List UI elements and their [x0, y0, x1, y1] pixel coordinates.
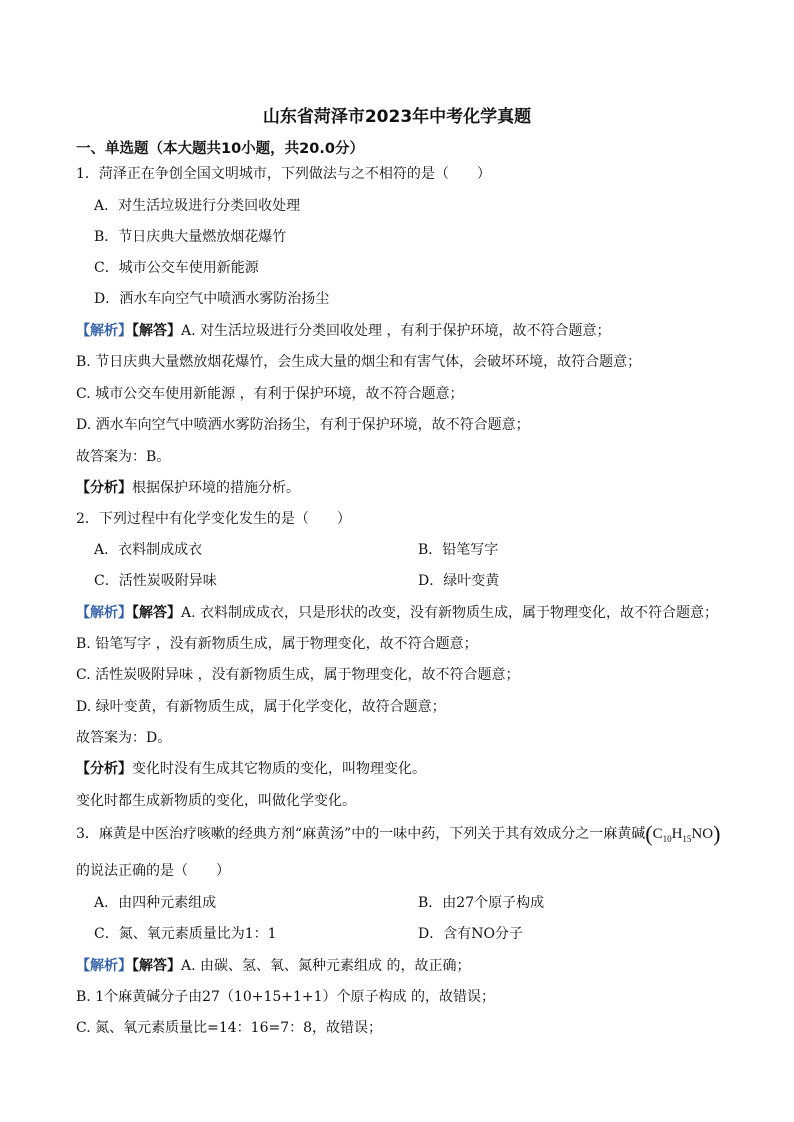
q3-option-b: B．由27个原子构成	[418, 895, 545, 911]
q3-formula: $(C_{10}H_{15}NO)$	[645, 821, 721, 846]
q2-option-b: B．铅笔写字	[418, 542, 499, 558]
q2-answer-b: B. 铅笔写字 ，没有新物质生成，属于物理变化，故不符合题意；	[76, 636, 478, 652]
formula-h: H	[671, 826, 683, 842]
section-heading: 一、单选题（本大题共10小题，共20.0分）	[76, 141, 364, 157]
q1-analysis	[76, 478, 300, 498]
formula-h-sub: 15	[682, 834, 692, 844]
q1-tag-fenxi: 【分析】	[76, 480, 132, 496]
q3-tag-jieda: 【解答】	[132, 958, 181, 974]
q2-tag-fenxi: 【分析】	[76, 761, 132, 777]
formula-rest: NO	[691, 826, 714, 842]
q1-answer-d: D. 洒水车向空气中喷洒水雾防治扬尘，有利于保护环境，故不符合题意；	[76, 417, 530, 433]
q2-option-a: A．衣料制成成衣	[94, 542, 203, 558]
q1-answer-line-1	[76, 321, 610, 341]
q2-final-answer: 故答案为：D。	[76, 730, 172, 746]
q3-option-c: C．氮、氧元素质量比为1：1	[94, 926, 277, 942]
q3-option-a: A．由四种元素组成	[94, 895, 217, 911]
q2-option-d: D．绿叶变黄	[418, 573, 500, 589]
q3-answer-line-1	[76, 956, 470, 976]
q1-answer-a: A. 对生活垃圾进行分类回收处理 ，有利于保护环境，故不符合题意；	[181, 323, 611, 339]
q2-answer-d: D. 绿叶变黄，有新物质生成，属于化学变化，故符合题意；	[76, 699, 446, 715]
q1-answer-c: C. 城市公交车使用新能源 ，有利于保护环境，故不符合题意；	[76, 386, 464, 402]
q1-tag-jieda: 【解答】	[132, 323, 181, 339]
q3-stem-part1: 3．麻黄是中医治疗咳嗽的经典方剂“麻黄汤”中的一味中药，下列关于其有效成分之一麻黄碱	[76, 826, 646, 842]
q1-stem: 1．菏泽正在争创全国文明城市，下列做法与之不相符的是（ ）	[76, 166, 491, 182]
q1-option-c: C．城市公交车使用新能源	[94, 260, 259, 276]
q2-analysis-text-1: 变化时没有生成其它物质的变化，叫物理变化。	[132, 761, 426, 777]
q2-tag-jieda: 【解答】	[132, 605, 181, 621]
q1-option-a: A．对生活垃圾进行分类回收处理	[94, 198, 301, 214]
q2-analysis	[76, 759, 426, 779]
formula-c-sub: 10	[662, 834, 672, 844]
q2-answer-c: C. 活性炭吸附异味 ，没有新物质生成，属于物理变化，故不符合题意；	[76, 667, 520, 683]
page-title: 山东省菏泽市2023年中考化学真题	[262, 107, 532, 127]
q2-analysis-text-2: 变化时都生成新物质的变化，叫做化学变化。	[76, 793, 356, 809]
q1-answer-b: B. 节日庆典大量燃放烟花爆竹，会生成大量的烟尘和有害气体，会破坏环境，故符合题意；	[76, 354, 642, 370]
q3-answer-b: B. 1个麻黄碱分子由27（10+15+1+1）个原子构成 的，故错误；	[76, 989, 495, 1005]
q1-analysis-text: 根据保护环境的措施分析。	[132, 480, 300, 496]
formula-c: C	[652, 826, 663, 842]
q1-tag-jiexi: 【解析】	[76, 323, 132, 339]
q2-tag-jiexi: 【解析】	[76, 605, 132, 621]
q3-tag-jiexi: 【解析】	[76, 958, 132, 974]
q1-option-d: D．洒水车向空气中喷洒水雾防治扬尘	[94, 291, 330, 307]
q3-stem-part2: 的说法正确的是（ ）	[76, 863, 230, 879]
q3-answer-a: A. 由碳、氢、氧、氮种元素组成 的，故正确；	[181, 958, 471, 974]
q3-option-d: D．含有NO分子	[418, 926, 523, 942]
q2-answer-a: A. 衣料制成成衣，只是形状的改变，没有新物质生成，属于物理变化，故不符合题意；	[181, 605, 719, 621]
q3-answer-c: C. 氮、氧元素质量比=14：16=7：8，故错误；	[76, 1020, 383, 1036]
q3-stem-line-1	[76, 821, 721, 849]
q2-stem: 2．下列过程中有化学变化发生的是（ ）	[76, 511, 351, 527]
q2-option-c: C．活性炭吸附异味	[94, 573, 217, 589]
q2-answer-line-1	[76, 603, 718, 623]
q1-option-b: B．节日庆典大量燃放烟花爆竹	[94, 229, 287, 245]
q1-final-answer: 故答案为：B。	[76, 449, 171, 465]
